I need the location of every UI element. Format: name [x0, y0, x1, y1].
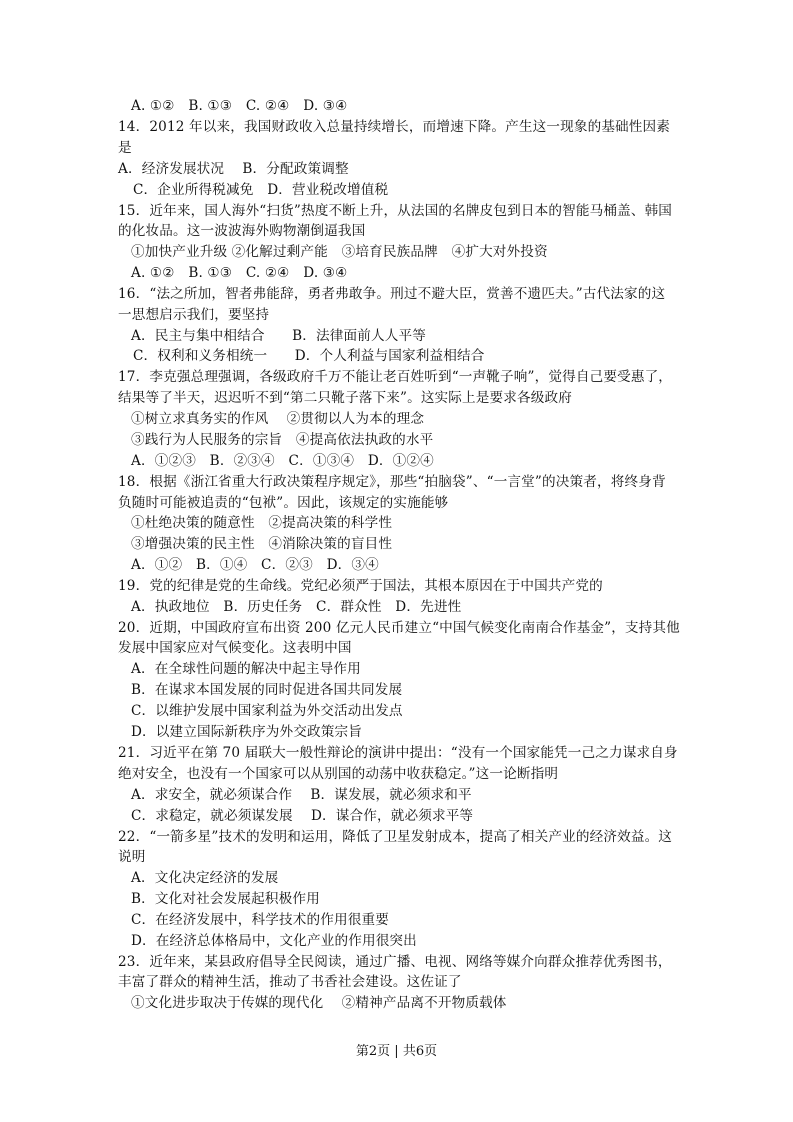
text-line: 丰富了群众的精神生活，推动了书香社会建设。这佐证了 [118, 974, 462, 990]
text-line: A．经济发展状况 B．分配政策调整 [118, 161, 349, 177]
text-line: 21．习近平在第 70 届联大一般性辩论的演讲中提出：“没有一个国家能凭一己之力谋求自身 [118, 745, 678, 761]
text-line: C．权利和义务相统一 D．个人利益与国家利益相结合 [133, 348, 485, 364]
page-footer: 第2页 | 共6页 [355, 1044, 438, 1059]
text-line: 一思想启示我们，要坚持 [118, 307, 270, 323]
text-line: 绝对安全，也没有一个国家可以从别国的动荡中收获稳定。”这一论断指明 [118, 766, 559, 782]
text-line: A．求安全，就必须谋合作 B．谋发展，就必须求和平 [131, 787, 472, 803]
text-line: ①文化进步取决于传媒的现代化 ②精神产品离不开物质载体 [131, 995, 507, 1011]
text-line: A．文化决定经济的发展 [131, 870, 279, 886]
text-line: A．在全球性问题的解决中起主导作用 [131, 661, 361, 677]
text-line: 负随时可能被追责的“包袱”。因此，该规定的实施能够 [118, 495, 449, 511]
text-line: A．执政地位 B．历史任务 C．群众性 D．先进性 [131, 599, 462, 615]
text-line: 结果等了半天，迟迟听不到“第二只靴子落下来”。这实际上是要求各级政府 [118, 390, 572, 406]
text-line: B．文化对社会发展起积极作用 [131, 891, 320, 907]
text-line: 19．党的纪律是党的生命线。党纪必须严于国法，其根本原因在于中国共产党的 [118, 578, 603, 594]
text-line: 说明 [118, 849, 146, 865]
text-line: D．在经济总体格局中，文化产业的作用很突出 [131, 933, 417, 949]
text-line: 14．2012 年以来，我国财政收入总量持续增长，而增速下降。产生这一现象的基础性因素 [118, 119, 671, 135]
text-line: ①加快产业升级 ②化解过剩产能 ③培育民族品牌 ④扩大对外投资 [131, 244, 548, 260]
text-line: 22．“一箭多星”技术的发明和运用，降低了卫星发射成本，提高了相关产业的经济效益。这 [118, 829, 673, 845]
text-line: A. ①② B. ①③ C. ②④ D. ③④ [131, 98, 348, 114]
text-line: 15．近年来，国人海外“扫货”热度不断上升，从法国的名牌皮包到日本的智能马桶盖、韩国 [118, 203, 673, 219]
text-line: A. ①② B. ①③ C. ②④ D. ③④ [131, 265, 348, 281]
text-line: C．求稳定，就必须谋发展 D．谋合作，就必须求平等 [131, 808, 474, 824]
text-line: 的化妆品。这一波波海外购物潮倒逼我国 [118, 223, 366, 239]
text-line: 20．近期，中国政府宣布出资 200 亿元人民币建立“中国气候变化南南合作基金”，支持其他 [118, 620, 680, 636]
text-line: A．①② B．①④ C．②③ D．③④ [131, 557, 379, 573]
text-line: 是 [118, 140, 132, 156]
text-line: ①树立求真务实的作风 ②贯彻以人为本的理念 [131, 411, 425, 427]
text-line: 18．根据《浙江省重大行政决策程序规定》，那些“拍脑袋”、“一言堂”的决策者，将终身背 [118, 474, 666, 490]
text-line: 17．李克强总理强调，各级政府千万不能让老百姓听到“一声靴子响”，觉得自己要受惠了， [118, 369, 673, 385]
text-line: 发展中国家应对气候变化。这表明中国 [118, 640, 352, 656]
text-line: ③增强决策的民主性 ④消除决策的盲目性 [131, 536, 393, 552]
text-line: 16．“法之所加，智者弗能辞，勇者弗敢争。刑过不避大臣，赏善不遗匹夫。”古代法家的这 [118, 286, 666, 302]
text-line: A．①②③ B．②③④ C．①③④ D．①②④ [131, 453, 434, 469]
text-line: C．企业所得税减免 D．营业税改增值税 [133, 182, 389, 198]
text-line: D．以建立国际新秩序为外交政策宗旨 [131, 724, 362, 740]
text-line: B．在谋求本国发展的同时促进各国共同发展 [131, 682, 403, 698]
text-line: ③践行为人民服务的宗旨 ④提高依法执政的水平 [131, 432, 434, 448]
text-line: C．在经济发展中，科学技术的作用很重要 [131, 912, 389, 928]
text-line: ①杜绝决策的随意性 ②提高决策的科学性 [131, 515, 393, 531]
text-line: A．民主与集中相结合 B．法律面前人人平等 [131, 328, 426, 344]
text-line: C．以维护发展中国家利益为外交活动出发点 [131, 703, 403, 719]
text-line: 23．近年来，某县政府倡导全民阅读，通过广播、电视、网络等媒介向群众推荐优秀图书， [118, 954, 672, 970]
